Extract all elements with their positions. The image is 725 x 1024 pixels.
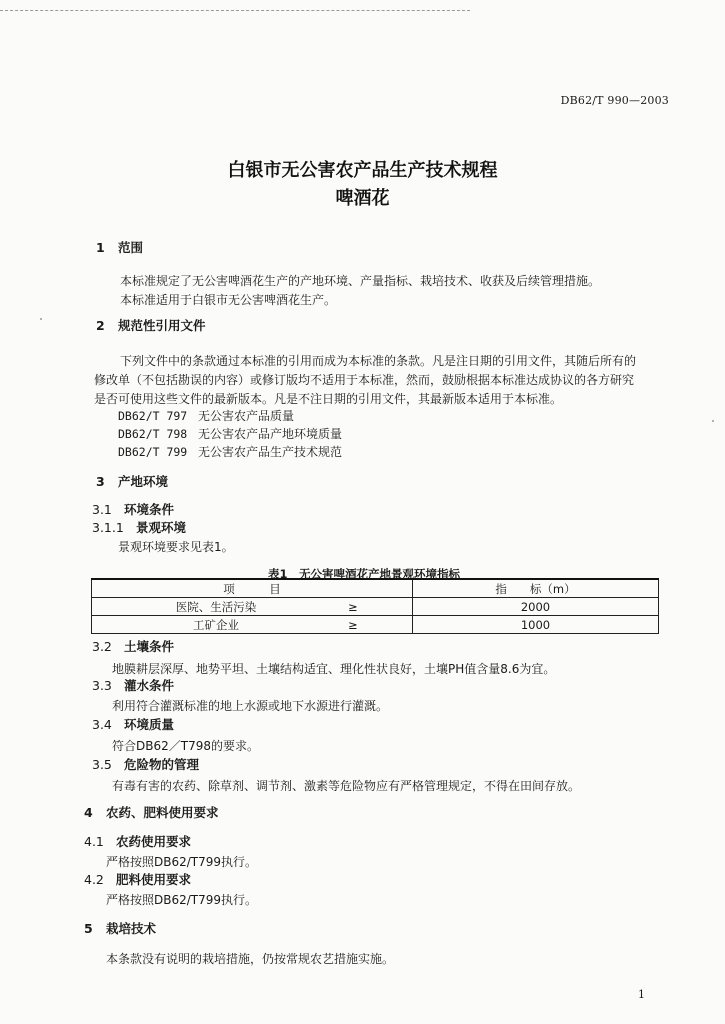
document-code: DB62/T 990—2003 [560,94,669,107]
reference-item: DB62/T 799 无公害农产品生产技术规范 [118,445,343,459]
section-3-5-text: 有毒有害的农药、除草剂、调节剂、激素等危险物应有严格管理规定，不得在田间存放。 [112,779,581,793]
section-3-2-text: 地膜耕层深厚、地势平坦、土壤结构适宜、理化性状良好，土壤PH值含量8.6为宜。 [112,662,556,676]
section-1-paragraph-2: 本标准适用于白银市无公害啤酒花生产。 [120,293,337,307]
table-cell-item: 医院、生活污染 [92,598,341,616]
section-5-text: 本条款没有说明的栽培措施，仍按常规农艺措施实施。 [106,952,395,966]
document-title: 白银市无公害农产品生产技术规程 [227,160,498,181]
reference-item: DB62/T 798 无公害农产品产地环境质量 [118,427,343,441]
section-3-4-text: 符合DB62／T798的要求。 [112,739,259,753]
section-4-2-heading: 4.2 肥料使用要求 [84,872,192,887]
section-2-heading: 2 规范性引用文件 [96,318,206,333]
section-3-4-heading: 3.4 环境质量 [92,717,175,732]
section-4-1-heading: 4.1 农药使用要求 [84,834,192,849]
landscape-environment-table [91,578,659,634]
table-caption: 表1 无公害啤酒花产地景观环境指标 [268,567,460,581]
table-cell-value: 1000 [413,616,659,634]
table-cell-operator: ≥ [340,598,413,616]
section-4-1-text: 严格按照DB62/T799执行。 [106,855,258,869]
table-cell-operator: ≥ [340,616,413,634]
section-3-1-1-heading: 3.1.1 景观环境 [92,520,187,535]
table-header-value: 指 标（m） [413,579,659,598]
section-1-paragraph-1: 本标准规定了无公害啤酒花生产的产地环境、产量指标、栽培技术、收获及后续管理措施。 [120,274,601,288]
table-cell-value: 2000 [413,598,659,616]
section-3-1-heading: 3.1 环境条件 [92,502,175,517]
section-2-paragraph-line-1: 下列文件中的条款通过本标准的引用而成为本标准的条款。凡是注日期的引用文件，其随后所有的 [120,354,637,368]
section-4-2-text: 严格按照DB62/T799执行。 [106,893,258,907]
table-cell-item: 工矿企业 [92,616,341,634]
reference-item: DB62/T 797 无公害农产品质量 [118,409,295,423]
document-subtitle: 啤酒花 [335,188,390,209]
section-4-heading: 4 农药、肥料使用要求 [84,805,219,820]
section-3-5-heading: 3.5 危险物的管理 [92,757,200,772]
scan-speck [712,420,714,422]
table-header-row [92,579,659,598]
section-2-paragraph-line-2: 修改单（不包括勘误的内容）或修订版均不适用于本标准，然而，鼓励根据本标准达成协议的各方研究 [94,373,635,387]
scan-speck [40,318,42,320]
section-1-heading: 1 范围 [96,240,144,255]
table-row [92,598,659,616]
section-3-heading: 3 产地环境 [96,474,169,489]
table-row [92,616,659,634]
section-5-heading: 5 栽培技术 [84,921,157,936]
scan-edge-line [0,10,470,11]
page-number: 1 [638,988,645,1001]
table-header-item: 项 目 [92,579,413,598]
section-3-1-1-text: 景观环境要求见表1。 [118,540,234,554]
section-2-paragraph-line-3: 是否可使用这些文件的最新版本。凡是不注日期的引用文件，其最新版本适用于本标准。 [94,392,563,406]
section-3-2-heading: 3.2 土壤条件 [92,639,175,654]
section-3-3-text: 利用符合灌溉标准的地上水源或地下水源进行灌溉。 [112,699,389,713]
section-3-3-heading: 3.3 灌水条件 [92,678,175,693]
